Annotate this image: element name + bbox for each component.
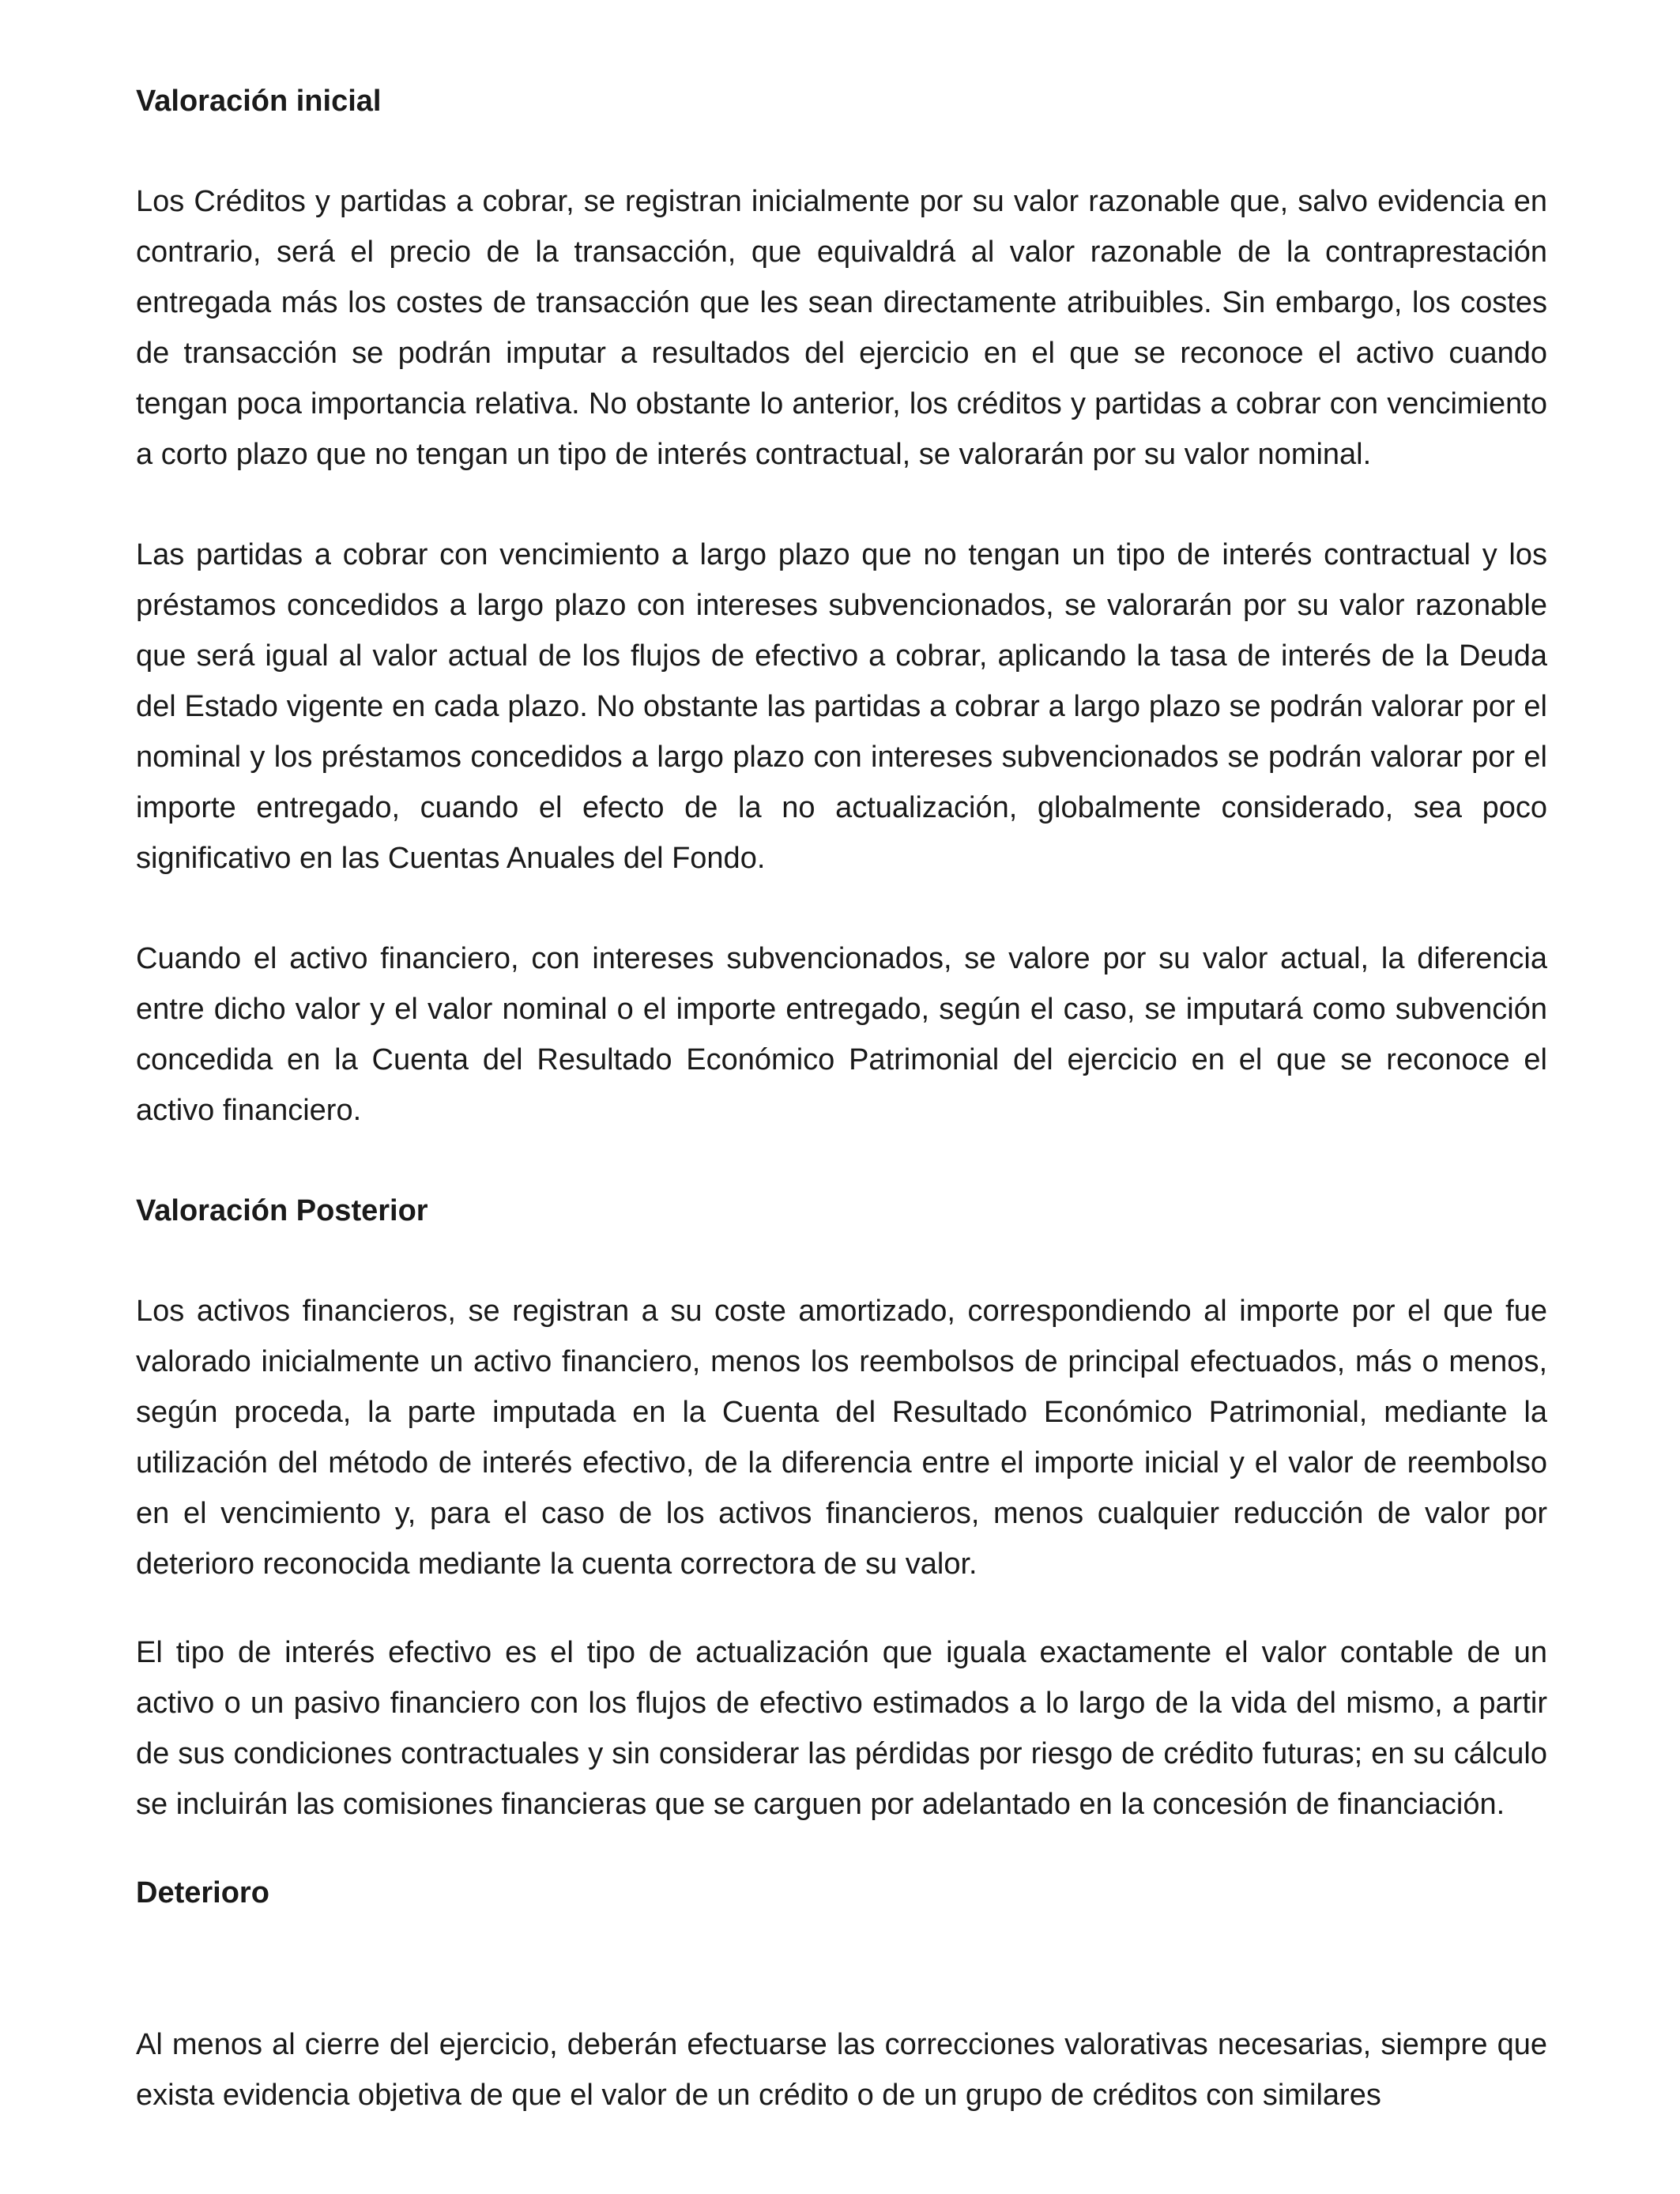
paragraph: Los activos financieros, se registran a su coste amortizado, correspondiendo al importe por el que fue valorado inicialmente un activo financiero, menos los reembolsos de principal efectuados, más o menos, según proceda, la parte imputada en la Cuenta del Resultado Económico Patrimonial, mediante la utilización del método de interés efectivo, de la diferencia entre el importe inicial y el valor de reembolso en el vencimiento y, para el caso de los activos financieros, menos cualquier reducción de valor por deterioro reconocida mediante la cuenta correctora de su valor. — [136, 1295, 1547, 1581]
spacer — [136, 1136, 1547, 1186]
paragraph: Al menos al cierre del ejercicio, deberán efectuarse las correcciones valorativas necesarias, siempre que exista evidencia objetiva de que el valor de un crédito o de un grupo de créditos con similares — [136, 2028, 1547, 2112]
spacer — [136, 126, 1547, 176]
heading-valoracion-inicial: Valoración inicial — [136, 85, 382, 118]
spacer — [136, 1236, 1547, 1286]
spacer — [136, 1918, 1547, 2019]
heading-deterioro: Deterioro — [136, 1876, 269, 1909]
spacer — [136, 884, 1547, 933]
document-page — [136, 76, 1547, 2120]
spacer — [136, 1589, 1547, 1627]
paragraph: El tipo de interés efectivo es el tipo de actualización que iguala exactamente el valor contable de un activo o un pasivo financiero con los flujos de efectivo estimados a lo largo de la vida del mismo, a partir de sus condiciones contractuales y sin considerar las pérdidas por riesgo de crédito futuras; en su cálculo se incluirán las comisiones financieras que se carguen por adelantado en la concesión de financiación. — [136, 1636, 1547, 1821]
paragraph: Las partidas a cobrar con vencimiento a largo plazo que no tengan un tipo de interés contractual y los préstamos concedidos a largo plazo con intereses subvencionados, se valorarán por su valor razonable que será igual al valor actual de los flujos de efectivo a cobrar, aplicando la tasa de interés de la Deuda del Estado vigente en cada plazo. No obstante las partidas a cobrar a largo plazo se podrán valorar por el nominal y los préstamos concedidos a largo plazo con intereses subvencionados se podrán valorar por el importe entregado, cuando el efecto de la no actualización, globalmente considerado, sea poco significativo en las Cuentas Anuales del Fondo. — [136, 538, 1547, 875]
paragraph: Cuando el activo financiero, con intereses subvencionados, se valore por su valor actual, la diferencia entre dicho valor y el valor nominal o el importe entregado, según el caso, se imputará como subvención concedida en la Cuenta del Resultado Económico Patrimonial del ejercicio en el que se reconoce el activo financiero. — [136, 942, 1547, 1127]
spacer — [136, 1830, 1547, 1868]
paragraph: Los Créditos y partidas a cobrar, se registran inicialmente por su valor razonable que, salvo evidencia en contrario, será el precio de la transacción, que equivaldrá al valor razonable de la contraprestación entregada más los costes de transacción que les sean directamente atribuibles. Sin embargo, los costes de transacción se podrán imputar a resultados del ejercicio en el que se reconoce el activo cuando tengan poca importancia relativa. No obstante lo anterior, los créditos y partidas a cobrar con vencimiento a corto plazo que no tengan un tipo de interés contractual, se valorarán por su valor nominal. — [136, 185, 1547, 471]
spacer — [136, 480, 1547, 530]
heading-valoracion-posterior: Valoración Posterior — [136, 1194, 428, 1227]
